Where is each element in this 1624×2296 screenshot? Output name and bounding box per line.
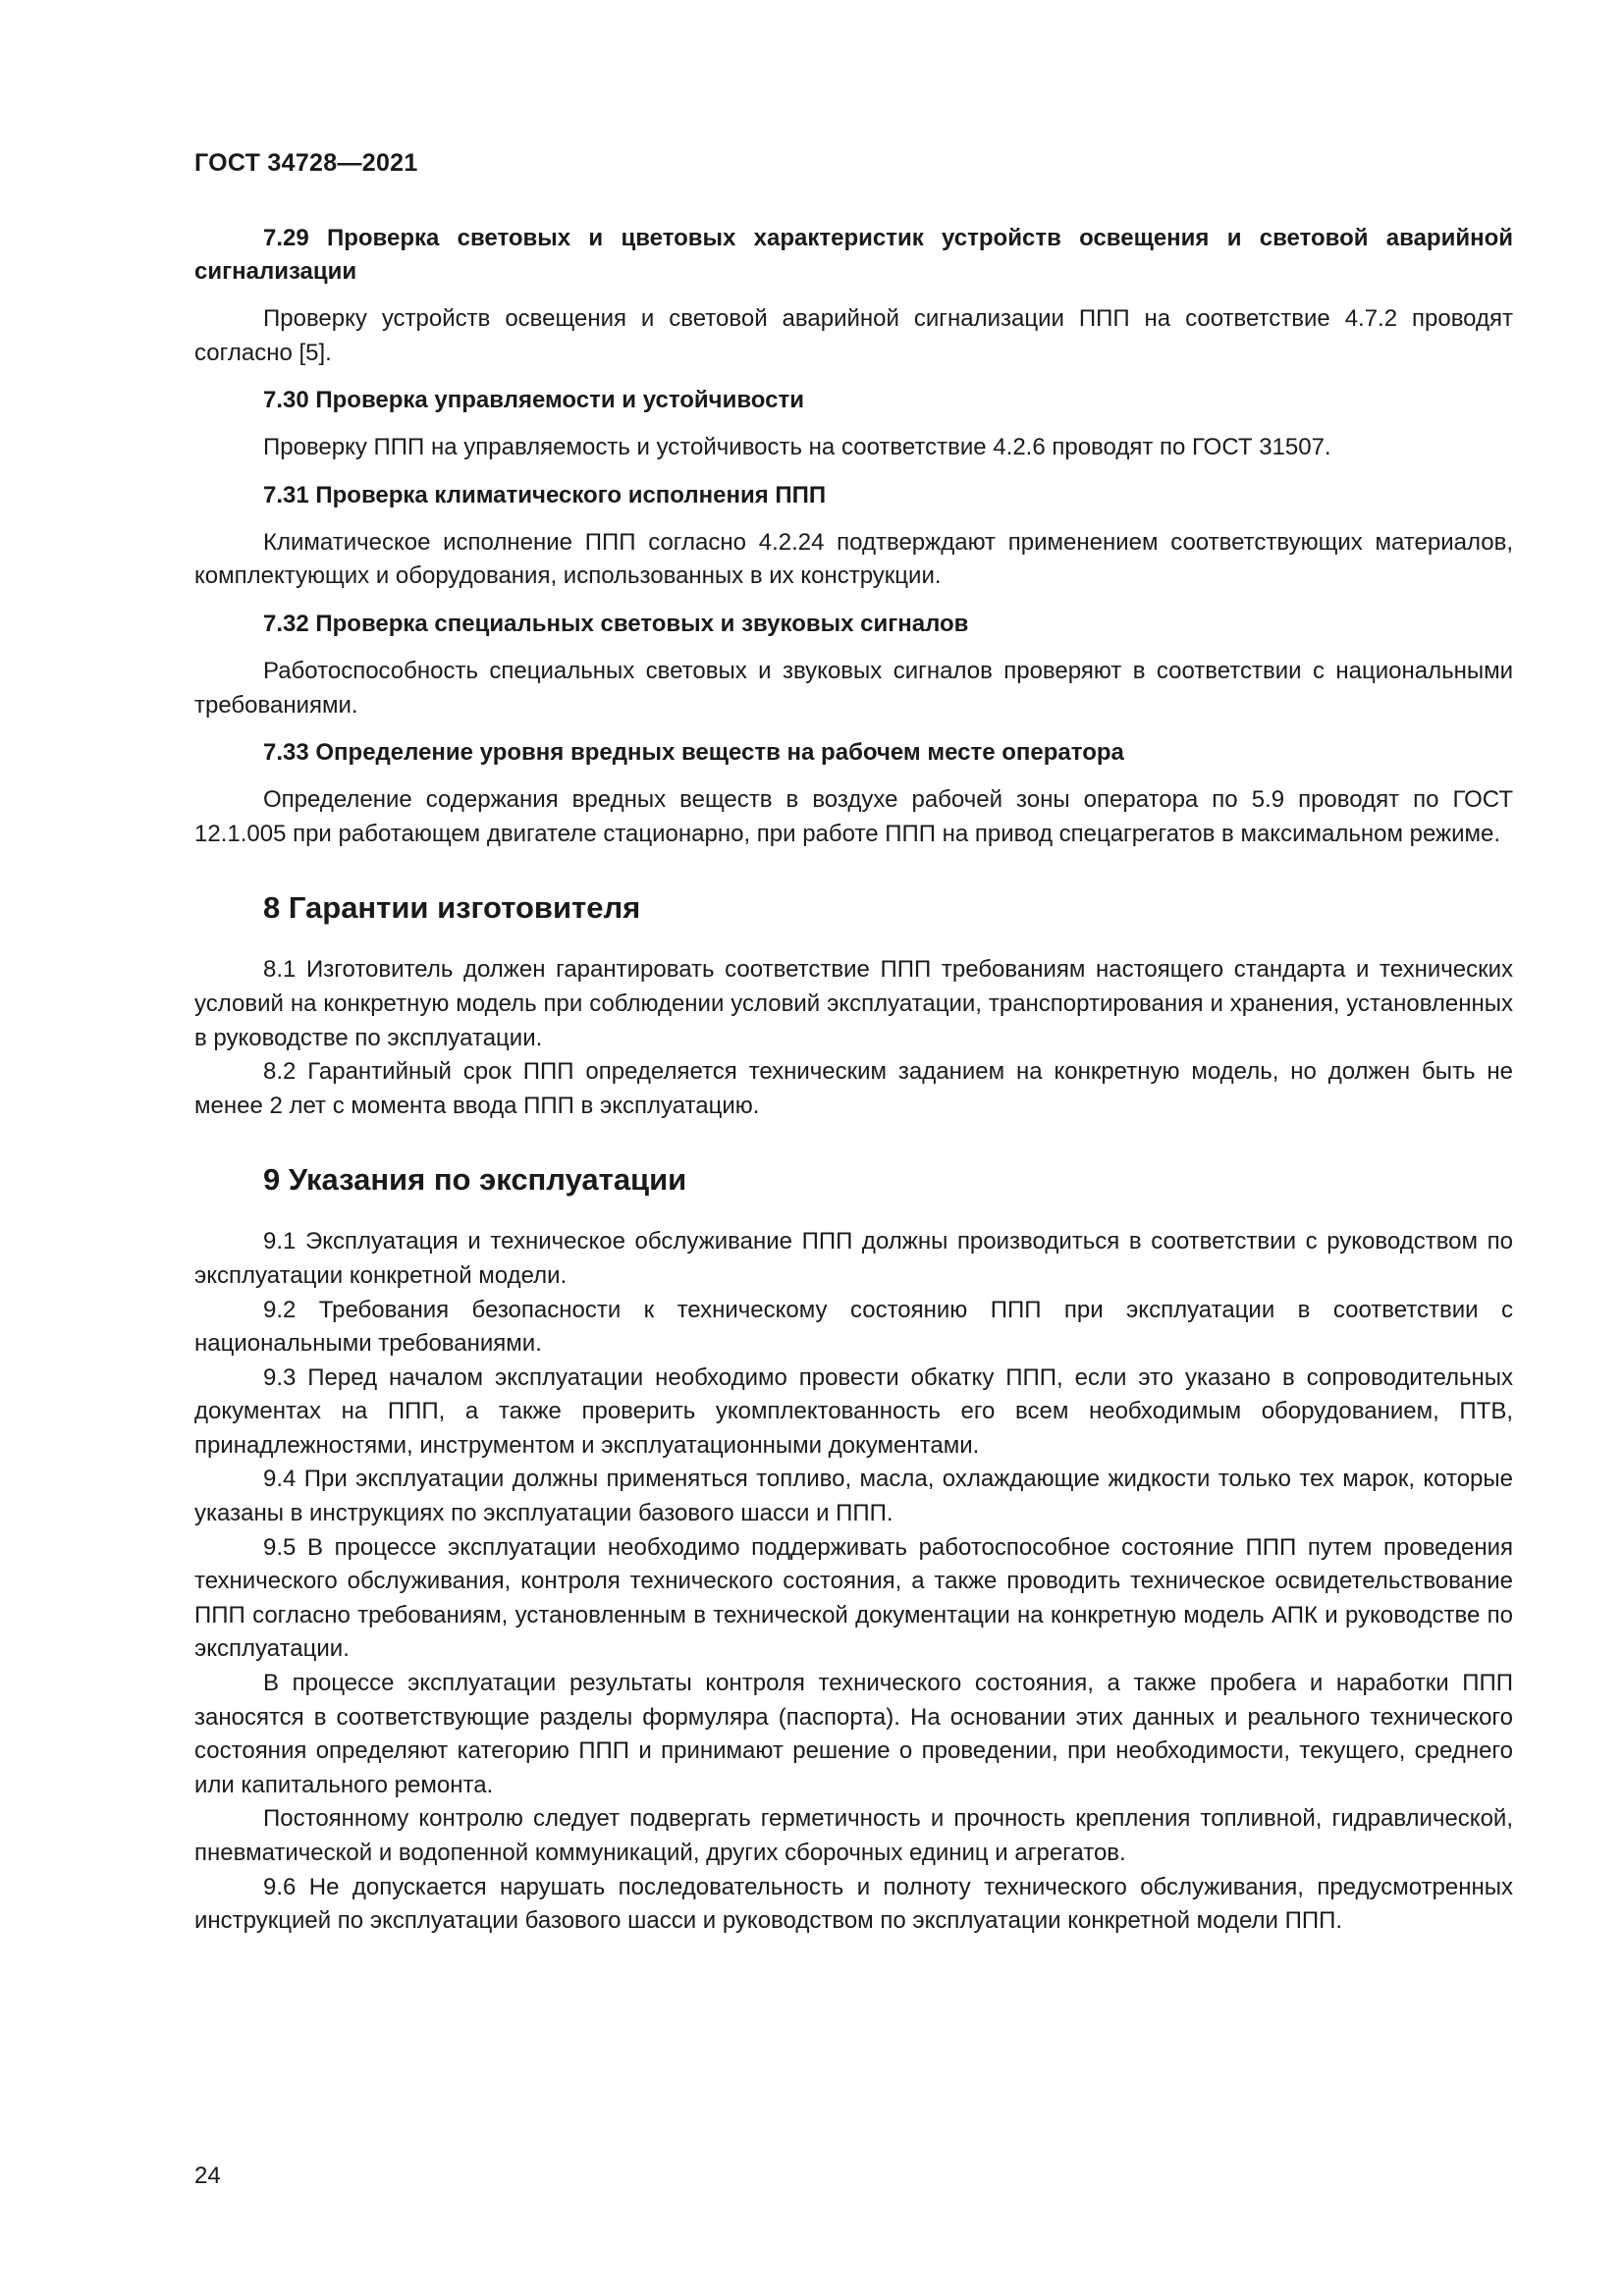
paragraph-9-5-results: В процессе эксплуатации результаты контроля технического состояния, а также пробега и наработки ППП заносятся в соответствующие разделы формуляра (паспорта). На основании этих данных и реального технического состояния определяют категорию ППП и принимают решение о проведении, при необходимости, текущего, среднего или капитального ремонта. — [194, 1670, 1513, 1798]
paragraph-9-5: 9.5 В процессе эксплуатации необходимо поддерживать работоспособное состояние ППП путем проведения технического обслуживания, контроля технического состояния, а также проводить техническое освидетельствование ППП согласно требованиям, установленным в технической документации на конкретную модель АПК и руководстве по эксплуатации. — [194, 1533, 1513, 1663]
paragraph-7-31: Климатическое исполнение ППП согласно 4.2.24 подтверждают применением соответствующих материалов, комплектующих и оборудования, использованных в их конструкции. — [194, 528, 1513, 590]
document-body — [194, 222, 1513, 1939]
paragraph-9-2: 9.2 Требования безопасности к техническому состоянию ППП при эксплуатации в соответствии с национальными требованиями. — [194, 1296, 1513, 1358]
page-number: 24 — [194, 2163, 221, 2189]
subsection-heading-7-29: 7.29 Проверка световых и цветовых характеристик устройств освещения и световой аварийной сигнализации — [194, 225, 1513, 285]
paragraph-7-33: Определение содержания вредных веществ в воздухе рабочей зоны оператора по 5.9 проводят по ГОСТ 12.1.005 при работающем двигателе стационарно, при работе ППП на привод спецагрегатов в максимальном режиме. — [194, 786, 1513, 847]
subsection-heading-7-31: 7.31 Проверка климатического исполнения ППП — [263, 481, 827, 508]
paragraph-7-30: Проверку ППП на управляемость и устойчивость на соответствие 4.2.6 проводят по ГОСТ 31507. — [263, 434, 1331, 461]
paragraph-8-1: 8.1 Изготовитель должен гарантировать соответствие ППП требованиям настоящего стандарта и технических условий на конкретную модель при соблюдении условий эксплуатации, транспортирования и хранения, установленных в руководстве по эксплуатации. — [194, 956, 1513, 1051]
section-heading-8: 8 Гарантии изготовителя — [263, 890, 641, 926]
section-heading-9: 9 Указания по эксплуатации — [263, 1162, 687, 1198]
paragraph-9-5-control: Постоянному контролю следует подвергать герметичность и прочность крепления топливной, гидравлической, пневматической и водопенной коммуникаций, других сборочных единиц и агрегатов. — [194, 1805, 1513, 1866]
paragraph-9-6: 9.6 Не допускается нарушать последовательность и полноту технического обслуживания, предусмотренных инструкцией по эксплуатации базового шасси и руководством по эксплуатации конкретной модели ППП. — [194, 1873, 1513, 1935]
paragraph-8-2: 8.2 Гарантийный срок ППП определяется техническим заданием на конкретную модель, но должен быть не менее 2 лет с момента ввода ППП в эксплуатацию. — [194, 1058, 1513, 1119]
paragraph-9-1: 9.1 Эксплуатация и техническое обслуживание ППП должны производиться в соответствии с руководством по эксплуатации конкретной модели. — [194, 1228, 1513, 1289]
paragraph-9-3: 9.3 Перед началом эксплуатации необходимо провести обкатку ППП, если это указано в сопроводительных документах на ППП, а также проверить укомплектованность его всем необходимым оборудованием, ПТВ, принадлежностями, инструментом и эксплуатационными документами. — [194, 1363, 1513, 1459]
paragraph-9-4: 9.4 При эксплуатации должны применяться топливо, масла, охлаждающие жидкости только тех марок, которые указаны в инструкциях по эксплуатации базового шасси и ППП. — [194, 1466, 1513, 1527]
document-header: ГОСТ 34728—2021 — [194, 149, 418, 177]
subsection-heading-7-32: 7.32 Проверка специальных световых и звуковых сигналов — [263, 610, 969, 637]
subsection-heading-7-33: 7.33 Определение уровня вредных веществ на рабочем месте оператора — [263, 739, 1124, 767]
subsection-heading-7-30: 7.30 Проверка управляемости и устойчивости — [263, 387, 804, 414]
paragraph-7-32: Работоспособность специальных световых и звуковых сигналов проверяют в соответствии с национальными требованиями. — [194, 657, 1513, 719]
paragraph-7-29: Проверку устройств освещения и световой аварийной сигнализации ППП на соответствие 4.7.2 проводят согласно [5]. — [194, 305, 1513, 366]
